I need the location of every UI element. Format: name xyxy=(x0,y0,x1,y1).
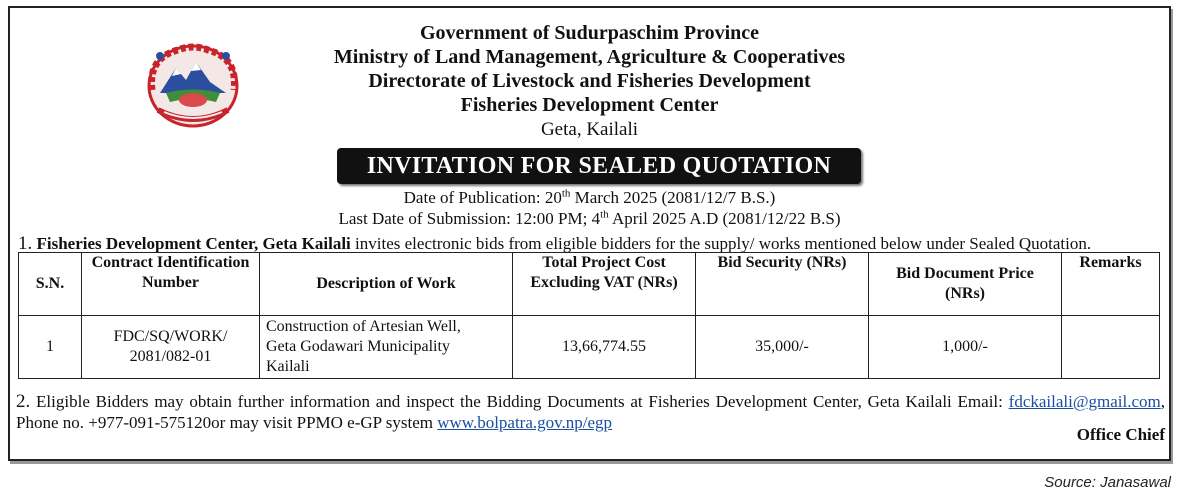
header-ministry: Ministry of Land Management, Agriculture & Cooperatives xyxy=(333,46,846,68)
header-location: Geta, Kailali xyxy=(540,119,639,140)
source-credit: Source: Janasawal xyxy=(1044,474,1171,491)
clause-text: invites electronic bids from eligible bidders for the supply/ works mentioned below under Sealed Quotation. xyxy=(350,234,1092,253)
email-link[interactable]: fdckailali@gmail.com xyxy=(1008,392,1161,411)
col-header-security: Bid Security (NRs) xyxy=(696,253,869,316)
egp-website-link[interactable]: www.bolpatra.gov.np/egp xyxy=(437,413,613,432)
clause-number: 1. xyxy=(18,233,33,254)
col-header-description: Description of Work xyxy=(260,253,513,316)
cell-security: 35,000/- xyxy=(696,316,869,379)
col-header-price: Bid Document Price (NRs) xyxy=(869,253,1062,316)
bids-table xyxy=(18,252,1160,379)
col-header-cost: Total Project Cost Excluding VAT (NRs) xyxy=(513,253,696,316)
cell-contract: FDC/SQ/WORK/ 2081/082-01 xyxy=(82,316,260,379)
cell-description: Construction of Artesian Well, Geta Godawari Municipality Kailali xyxy=(260,316,513,379)
organization-name: Fisheries Development Center, Geta Kailali xyxy=(36,234,351,253)
col-header-contract: Contract Identification Number xyxy=(82,253,260,316)
signatory-title: Office Chief xyxy=(1076,425,1165,444)
cell-remarks xyxy=(1062,316,1160,379)
submission-deadline: Last Date of Submission: 12:00 PM; 4th April 2025 A.D (2081/12/22 B.S) xyxy=(338,208,841,228)
clause-2: 2. Eligible Bidders may obtain further information and inspect the Bidding Documents at Fisheries Development Center, Geta Kailali Email: fdckailali@gmail.com, Phone no. +977-091-575120or may visit PPMO e-GP system www.bolpatra.gov.np/egp xyxy=(16,391,1166,432)
clause-number: 2. xyxy=(16,391,31,412)
header-government: Government of Sudurpaschim Province xyxy=(419,22,760,44)
table-header-row xyxy=(19,253,1160,316)
clause-1 xyxy=(18,233,1163,254)
publication-date: Date of Publication: 20th March 2025 (2081/12/7 B.S.) xyxy=(403,187,776,207)
cell-price: 1,000/- xyxy=(869,316,1062,379)
header-center: Fisheries Development Center xyxy=(460,94,719,116)
cell-cost: 13,66,774.55 xyxy=(513,316,696,379)
cell-sn: 1 xyxy=(19,316,82,379)
col-header-sn: S.N. xyxy=(19,253,82,316)
table-row xyxy=(19,316,1160,379)
header-directorate: Directorate of Livestock and Fisheries Development xyxy=(368,70,811,92)
notice-title-banner: INVITATION FOR SEALED QUOTATION xyxy=(337,148,861,184)
col-header-remarks: Remarks xyxy=(1062,253,1160,316)
